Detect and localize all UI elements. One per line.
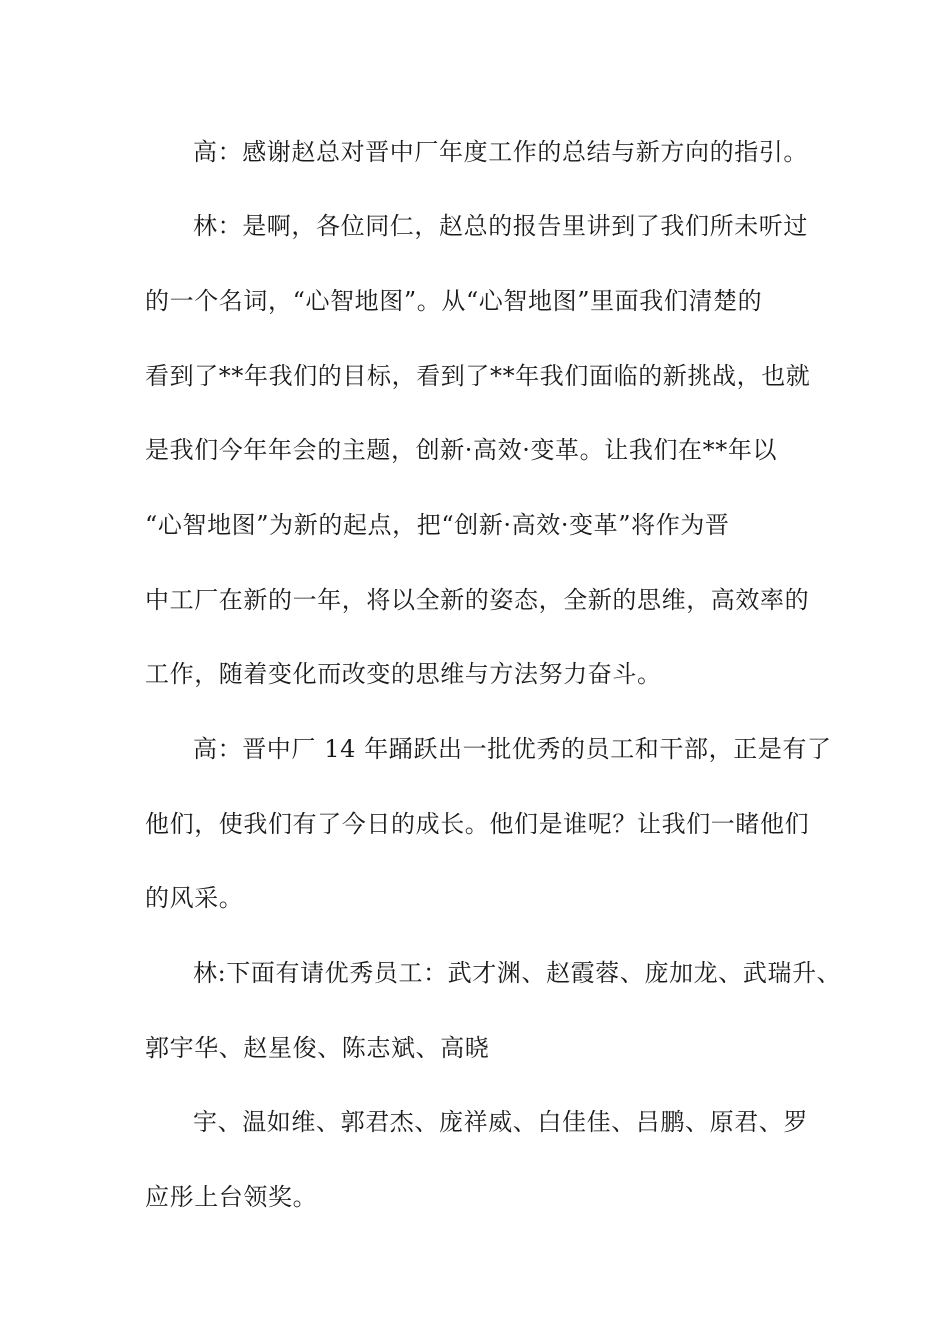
paragraph-line: 宇、温如维、郭君杰、庞祥威、白佳佳、吕鹏、原君、罗	[193, 1108, 808, 1136]
paragraph-line: 应彤上台领奖。	[145, 1183, 318, 1211]
paragraph-line: 高：感谢赵总对晋中厂年度工作的总结与新方向的指引。	[193, 138, 808, 166]
paragraph-line: 是我们今年年会的主题，创新·高效·变革。让我们在**年以	[145, 436, 778, 464]
paragraph-line: 林:下面有请优秀员工：武才渊、赵霞蓉、庞加龙、武瑞升、	[193, 959, 842, 987]
paragraph-line: 高：晋中厂 14 年踊跃出一批优秀的员工和干部，正是有了	[193, 735, 832, 763]
paragraph-line: “心智地图”为新的起点，把“创新·高效·变革”将作为晋	[145, 511, 730, 539]
paragraph-line: 工作，随着变化而改变的思维与方法努力奋斗。	[145, 660, 662, 688]
paragraph-line: 的风采。	[145, 884, 244, 912]
paragraph-line: 的一个名词，“心智地图”。从“心智地图”里面我们清楚的	[145, 287, 763, 315]
paragraph-line: 郭宇华、赵星俊、陈志斌、高晓	[145, 1034, 490, 1062]
paragraph-line: 中工厂在新的一年，将以全新的姿态，全新的思维，高效率的	[145, 586, 810, 614]
paragraph-line: 他们，使我们有了今日的成长。他们是谁呢？让我们一睹他们	[145, 810, 810, 838]
paragraph-line: 看到了**年我们的目标，看到了**年我们面临的新挑战，也就	[145, 362, 811, 390]
paragraph-line: 林：是啊，各位同仁，赵总的报告里讲到了我们所未听过	[193, 212, 808, 240]
